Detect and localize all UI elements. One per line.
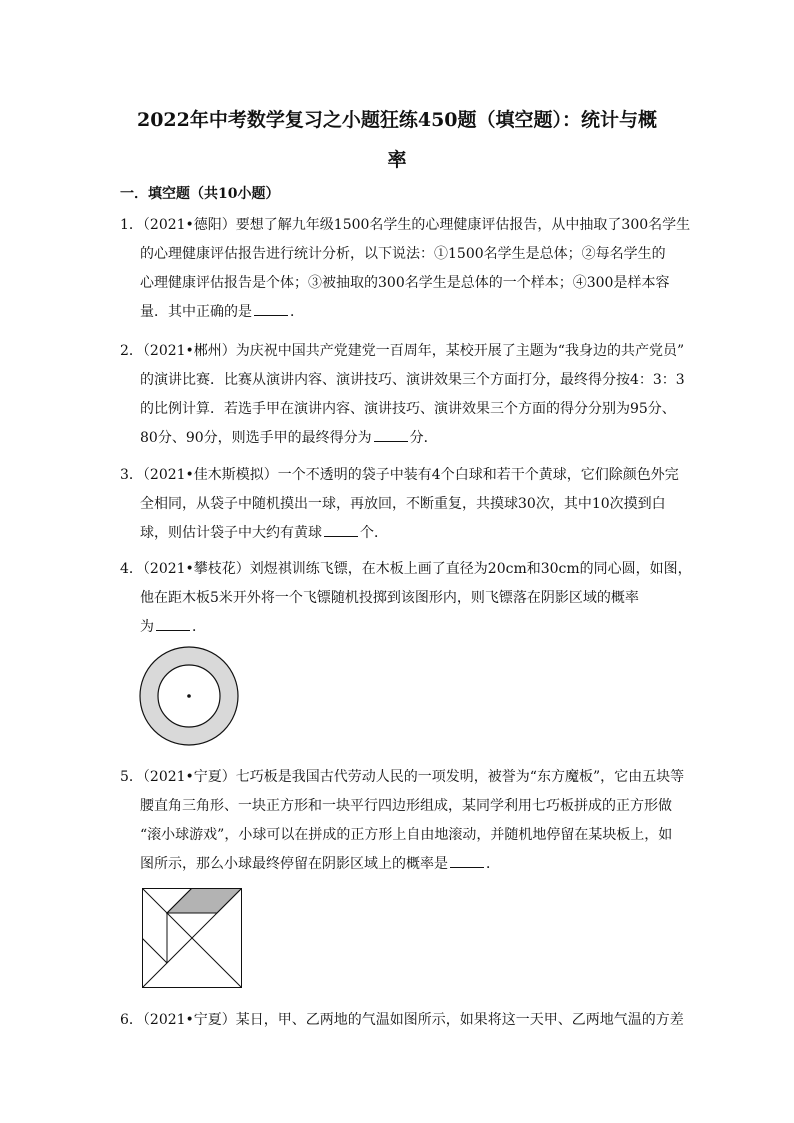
q4-line-3: [120, 613, 680, 642]
answer-blank[interactable]: [374, 427, 408, 442]
shaded-parallelogram: [167, 888, 242, 913]
tangram-edge: [142, 938, 167, 963]
answer-blank[interactable]: [324, 522, 358, 537]
q1-line-4: [120, 298, 680, 327]
answer-blank[interactable]: [156, 616, 190, 631]
q1-line-2: 的心理健康评估报告进行统计分析，以下说法：①1500名学生是总体；②每名学生的: [140, 246, 666, 262]
title-line-2: 率: [387, 149, 407, 171]
q3-line-3-text: 球，则估计袋子中大约有黄球: [140, 525, 322, 541]
q4-line-3-end: ．: [192, 619, 206, 635]
tangram-figure: [142, 888, 242, 988]
question-1: [120, 211, 691, 327]
q3-line-3: [120, 519, 680, 548]
section-heading: 一．填空题（共10小题）: [120, 186, 280, 202]
q1-line-4-text: 量．其中正确的是: [140, 304, 252, 320]
question-3: [120, 461, 680, 548]
q4-line-2: 他在距木板5米开外将一个飞镖随机投掷到该图形内，则飞镖落在阴影区域的概率: [140, 590, 639, 606]
q3-line-1: 3．（2021•佳木斯模拟）一个不透明的袋子中装有4个白球和若干个黄球，它们除颜色外完: [120, 467, 679, 483]
q2-line-3: 的比例计算．若选手甲在演讲内容、演讲技巧、演讲效果三个方面的得分分别为95分、: [140, 401, 676, 417]
q3-line-3-end: 个．: [360, 525, 388, 541]
q2-line-4: [120, 424, 680, 453]
q4-line-3-text: 为: [140, 619, 154, 635]
q2-line-4-end: 分．: [409, 430, 438, 446]
question-5: [120, 763, 685, 879]
q2-line-4-text: 80分、90分，则选手甲的最终得分为: [140, 430, 372, 446]
question-4: [120, 555, 692, 642]
q5-line-4-end: ．: [486, 856, 500, 872]
answer-blank[interactable]: [450, 853, 484, 868]
q3-line-2: 全相同，从袋子中随机摸出一球，再放回，不断重复，共摸球30次，其中10次摸到白: [140, 496, 666, 512]
center-point: [187, 694, 191, 698]
q5-line-4-text: 图所示，那么小球最终停留在阴影区域上的概率是: [140, 856, 448, 872]
q5-line-4: [120, 850, 680, 879]
q4-line-1: 4．（2021•攀枝花）刘煜祺训练飞镖，在木板上画了直径为20cm和30cm的同心圆，如图，: [120, 561, 692, 577]
question-2: [120, 337, 685, 453]
q2-line-2: 的演讲比赛．比赛从演讲内容、演讲技巧、演讲效果三个方面打分，最终得分按4：3：3: [140, 372, 685, 388]
answer-blank[interactable]: [254, 301, 288, 316]
concentric-circles-figure: [138, 645, 240, 747]
q5-line-2: 腰直角三角形、一块正方形和一块平行四边形组成，某同学利用七巧板拼成的正方形做: [140, 798, 672, 814]
q1-line-3: 心理健康评估报告是个体；③被抽取的300名学生是总体的一个样本；④300是样本容: [140, 275, 670, 291]
q1-line-1: 1．（2021•德阳）要想了解九年级1500名学生的心理健康评估报告，从中抽取了300名学生: [120, 217, 691, 233]
document-title: [100, 100, 694, 180]
q2-line-1: 2．（2021•郴州）为庆祝中国共产党建党一百周年，某校开展了主题为“我身边的共产党员”: [120, 343, 685, 359]
title-line-1: 2022年中考数学复习之小题狂练450题（填空题）：统计与概: [136, 109, 658, 131]
q5-line-3: “滚小球游戏”，小球可以在拼成的正方形上自由地滚动，并随机地停留在某块板上，如: [140, 827, 673, 843]
question-6: [120, 1006, 684, 1035]
q6-line-1: 6．（2021•宁夏）某日，甲、乙两地的气温如图所示，如果将这一天甲、乙两地气温的方差: [120, 1012, 684, 1028]
q5-line-1: 5．（2021•宁夏）七巧板是我国古代劳动人民的一项发明，被誉为“东方魔板”，它由五块等: [120, 769, 685, 785]
q1-line-4-end: ．: [290, 304, 304, 320]
